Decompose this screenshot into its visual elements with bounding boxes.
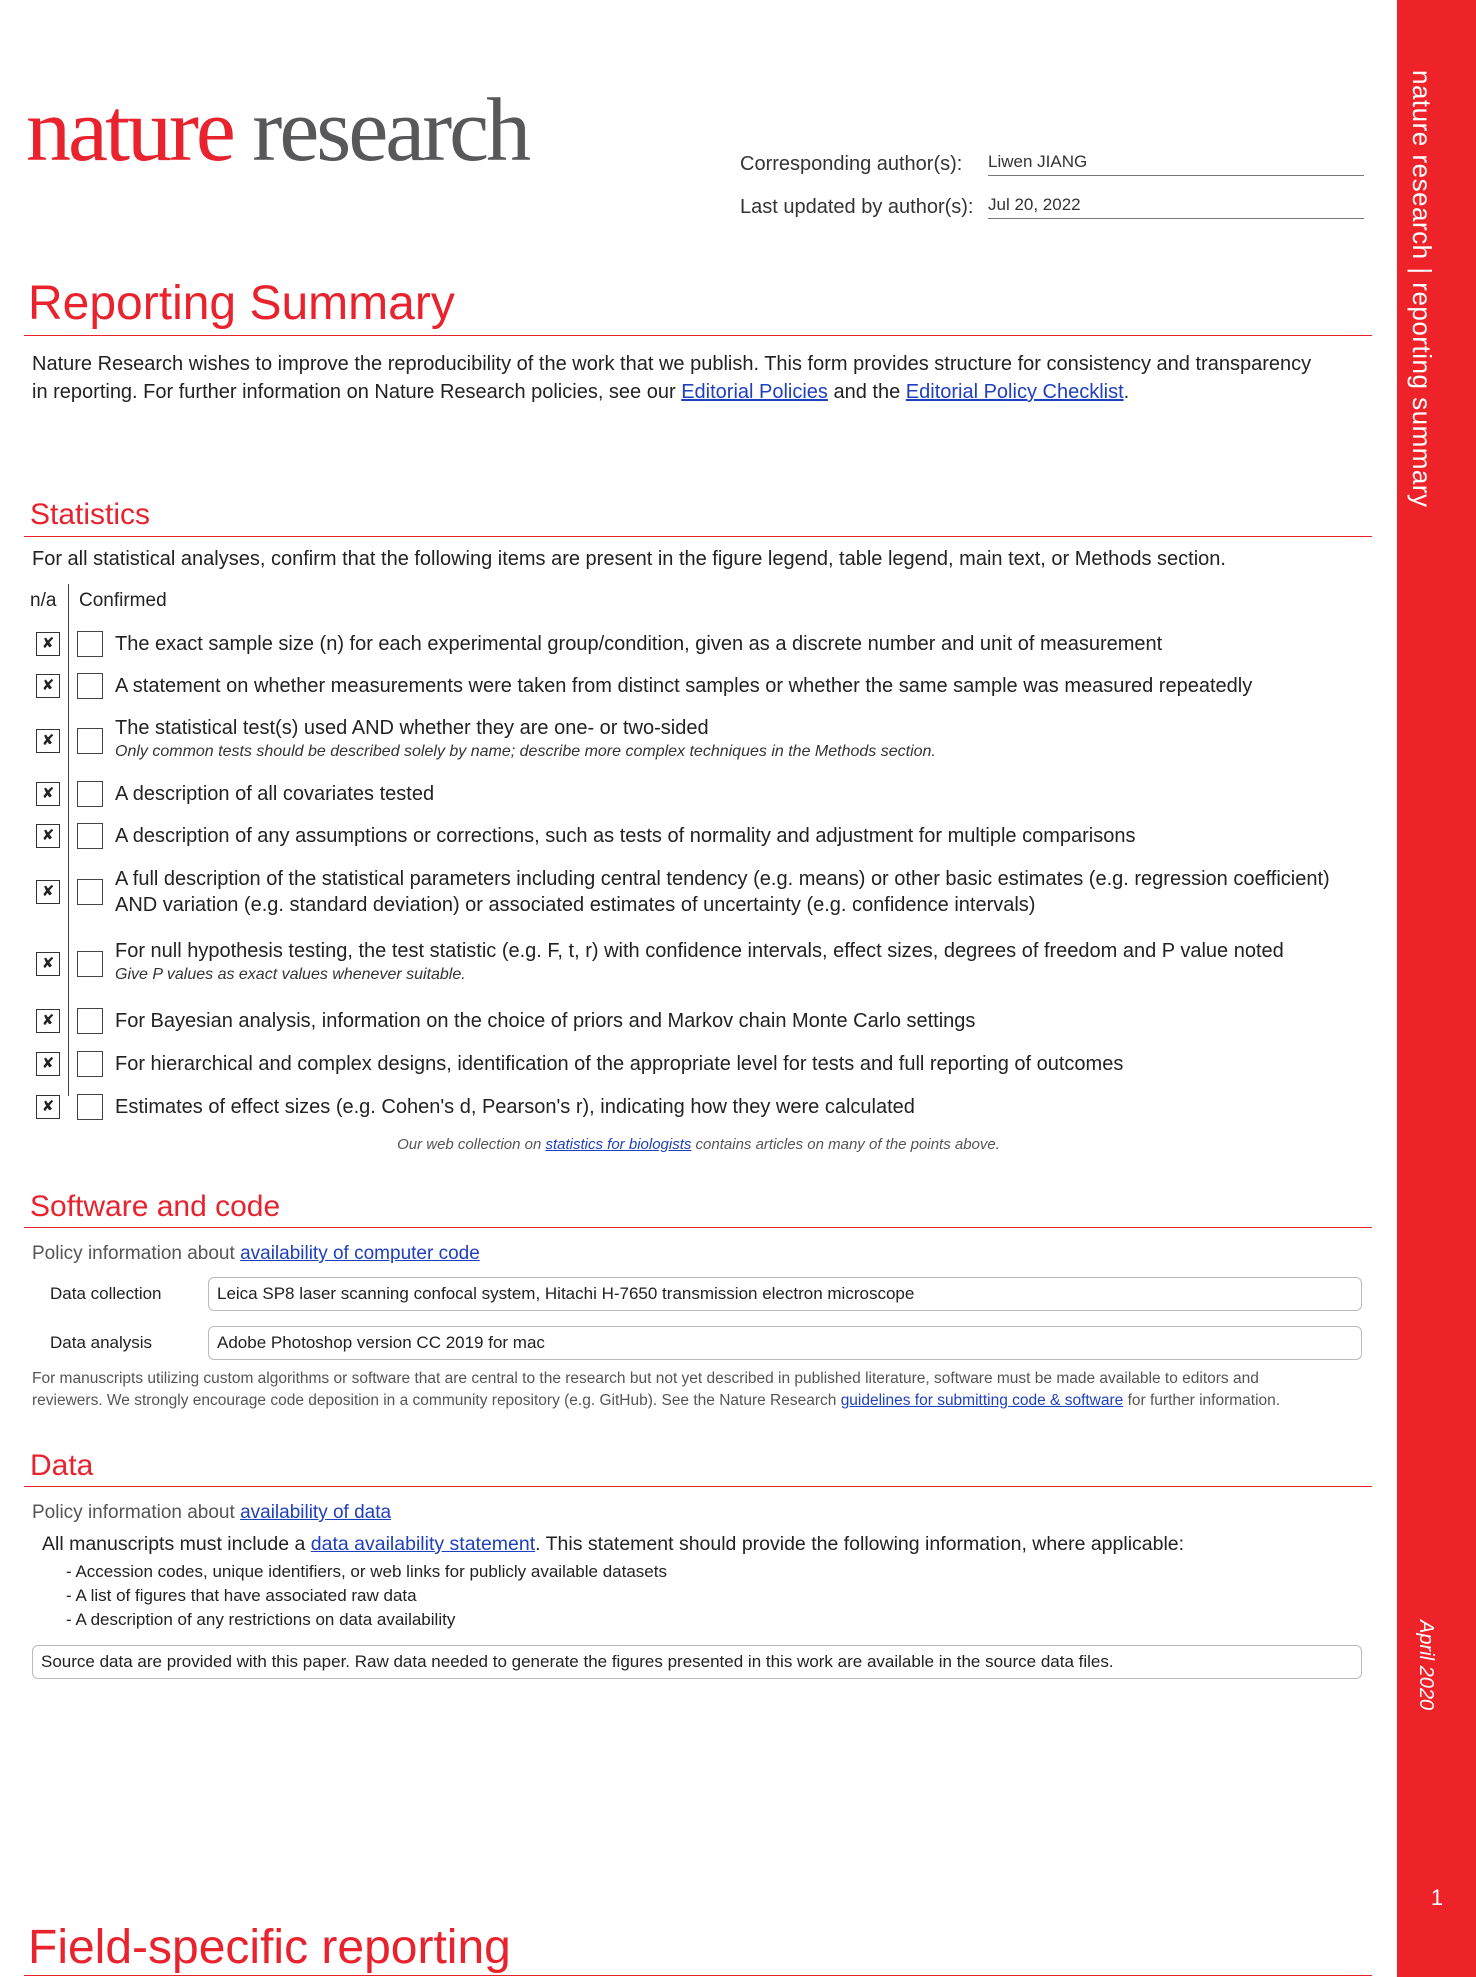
editorial-policies-link[interactable]: Editorial Policies (681, 381, 828, 403)
confirmed-checkbox[interactable] (77, 728, 103, 754)
confirmed-checkbox[interactable] (77, 823, 103, 849)
na-checkbox-checked[interactable]: ✘ (36, 729, 60, 753)
last-updated-field[interactable]: Jul 20, 2022 (988, 195, 1364, 219)
na-checkbox-checked[interactable]: ✘ (36, 952, 60, 976)
intro-line-1: Nature Research wishes to improve the reproducibility of the work that we publish. This form provides structure for consistency and transparency (32, 353, 1312, 375)
software-note-end: for further information. (1123, 1392, 1281, 1409)
confirmed-checkbox[interactable] (77, 1008, 103, 1034)
data-bullet: - Accession codes, unique identifiers, or web links for publicly available datasets (66, 1562, 667, 1581)
statistics-intro: For all statistical analyses, confirm that the following items are present in the figure legend, table legend, main text, or Methods section. (32, 548, 1226, 570)
column-divider (68, 584, 69, 1096)
data-collection-field[interactable]: Leica SP8 laser scanning confocal system, Hitachi H-7650 transmission electron microscope (208, 1277, 1362, 1311)
checklist-text: A statement on whether measurements were taken from distinct samples or whether the same sample was measured repeatedly (115, 675, 1253, 697)
intro-paragraph (32, 350, 1372, 406)
software-rule (24, 1227, 1372, 1228)
policy-text: Policy information about (32, 1243, 241, 1264)
data-collection-label: Data collection (50, 1284, 162, 1303)
data-statement (42, 1530, 1382, 1558)
corresponding-author-field[interactable]: Liwen JIANG (988, 152, 1364, 176)
statistics-footnote (0, 1136, 1397, 1153)
editorial-policy-checklist-link[interactable]: Editorial Policy Checklist (905, 381, 1124, 403)
nature-research-logo (26, 81, 529, 180)
data-bullet: - A description of any restrictions on data availability (66, 1610, 456, 1629)
intro-text-and: and the (827, 381, 906, 403)
software-note-text: reviewers. We strongly encourage code deposition in a community repository (e.g. GitHub). See the Nature Research (32, 1392, 841, 1409)
corresponding-author-label: Corresponding author(s): (740, 153, 963, 175)
statistics-rule (24, 536, 1372, 537)
statistics-heading: Statistics (30, 498, 151, 531)
data-policy (32, 1502, 391, 1524)
checklist-text: Estimates of effect sizes (e.g. Cohen's d, Pearson's r), indicating how they were calculated (115, 1096, 915, 1118)
code-guidelines-link[interactable]: guidelines for submitting code & software (840, 1392, 1124, 1409)
confirmed-checkbox[interactable] (77, 1094, 103, 1120)
statement-text-end: . This statement should provide the following information, where applicable: (535, 1533, 1185, 1555)
checklist-text: For Bayesian analysis, information on the choice of priors and Markov chain Monte Carlo settings (115, 1010, 976, 1032)
policy-text: Policy information about (32, 1502, 241, 1523)
logo-nature: nature (26, 81, 233, 180)
data-bullet: - A list of figures that have associated raw data (66, 1586, 417, 1605)
checklist-text: For hierarchical and complex designs, identification of the appropriate level for tests and full reporting of outcomes (115, 1053, 1124, 1075)
data-analysis-label: Data analysis (50, 1333, 153, 1352)
checklist-subtext: Only common tests should be described solely by name; describe more complex techniques in the Methods section. (115, 743, 936, 760)
intro-period: . (1123, 381, 1130, 403)
page-title: Reporting Summary (28, 277, 455, 330)
confirmed-checkbox[interactable] (77, 951, 103, 977)
intro-text: in reporting. For further information on Nature Research policies, see our (32, 381, 682, 403)
na-checkbox-checked[interactable]: ✘ (36, 632, 60, 656)
checklist-subtext: Give P values as exact values whenever suitable. (115, 966, 466, 983)
statistics-for-biologists-link[interactable]: statistics for biologists (545, 1136, 692, 1153)
data-analysis-field[interactable]: Adobe Photoshop version CC 2019 for mac (208, 1326, 1362, 1360)
footnote-text: Our web collection on (397, 1136, 546, 1153)
na-checkbox-checked[interactable]: ✘ (36, 782, 60, 806)
data-availability-statement-link[interactable]: data availability statement (310, 1533, 536, 1555)
software-policy (32, 1243, 480, 1265)
na-checkbox-checked[interactable]: ✘ (36, 880, 60, 904)
last-updated-row (740, 195, 1364, 219)
software-note-line-1: For manuscripts utilizing custom algorithms or software that are central to the research but not yet described in published literature, software must be made available to editors and (32, 1370, 1259, 1387)
checklist-text: The exact sample size (n) for each experimental group/condition, given as a discrete number and unit of measurement (115, 633, 1163, 655)
checklist-main-text: The statistical test(s) used AND whether they are one- or two-sided (115, 717, 709, 739)
na-checkbox-checked[interactable]: ✘ (36, 1095, 60, 1119)
checklist-main-text: For null hypothesis testing, the test statistic (e.g. F, t, r) with confidence intervals, effect sizes, degrees of freedom and P value noted (115, 940, 1284, 962)
checklist-main-text-2: AND variation (e.g. standard deviation) or associated estimates of uncertainty (e.g. confidence intervals) (115, 894, 1036, 916)
intro-line-2 (32, 378, 1372, 406)
checklist-text (115, 938, 1284, 986)
page-number: 1 (1430, 1885, 1444, 1910)
checklist-main-text: A full description of the statistical parameters including central tendency (e.g. means) or other basic estimates (e.g. regression coefficient) (115, 868, 1330, 890)
last-updated-label: Last updated by author(s): (740, 196, 974, 218)
confirmed-checkbox[interactable] (77, 631, 103, 657)
availability-of-data-link[interactable]: availability of data (240, 1502, 392, 1523)
checklist-text (115, 866, 1330, 918)
sidebar-title: nature research | reporting summary (1407, 70, 1437, 508)
data-availability-field[interactable]: Source data are provided with this paper. Raw data needed to generate the figures presented in this work are available in the source data files. (32, 1645, 1362, 1679)
na-column-header: n/a (30, 590, 57, 611)
statement-text: All manuscripts must include a (42, 1533, 311, 1555)
title-rule (24, 335, 1372, 336)
checklist-text: A description of any assumptions or corrections, such as tests of normality and adjustment for multiple comparisons (115, 825, 1136, 847)
data-heading: Data (30, 1449, 94, 1482)
field-specific-heading: Field-specific reporting (28, 1921, 511, 1974)
data-rule (24, 1486, 1372, 1487)
software-note (32, 1368, 1372, 1412)
confirmed-checkbox[interactable] (77, 1051, 103, 1077)
software-heading: Software and code (30, 1190, 281, 1223)
logo-research: research (252, 81, 529, 180)
checklist-text: A description of all covariates tested (115, 783, 435, 805)
confirmed-column-header: Confirmed (79, 590, 167, 611)
field-specific-rule (24, 1975, 1372, 1976)
na-checkbox-checked[interactable]: ✘ (36, 824, 60, 848)
sidebar-date: April 2020 (1415, 1620, 1437, 1711)
na-checkbox-checked[interactable]: ✘ (36, 1009, 60, 1033)
computer-code-link[interactable]: availability of computer code (240, 1243, 480, 1264)
na-checkbox-checked[interactable]: ✘ (36, 1052, 60, 1076)
confirmed-checkbox[interactable] (77, 879, 103, 905)
footnote-text-end: contains articles on many of the points above. (691, 1136, 1000, 1153)
corresponding-author-row (740, 152, 1364, 176)
confirmed-checkbox[interactable] (77, 781, 103, 807)
confirmed-checkbox[interactable] (77, 673, 103, 699)
na-checkbox-checked[interactable]: ✘ (36, 674, 60, 698)
checklist-text (115, 715, 936, 763)
software-note-line-2 (32, 1390, 1372, 1412)
